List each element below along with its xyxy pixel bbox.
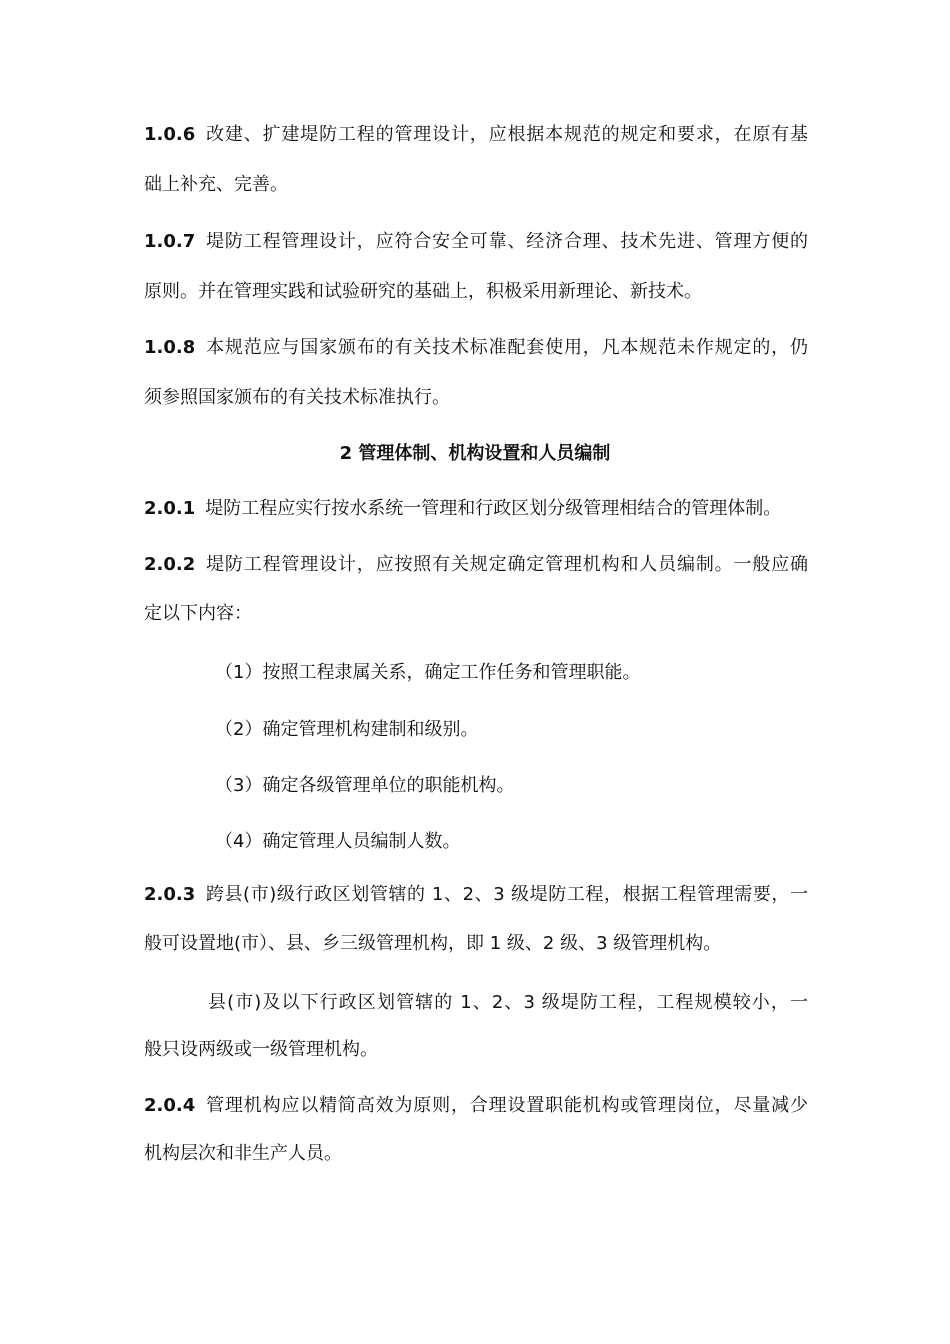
clause-2-0-2-line-2: 定以下内容： (144, 603, 252, 624)
clause-number: 1.0.7 (144, 231, 196, 252)
clause-2-0-3-para-2-line-2: 般只设两级或一级管理机构。 (144, 1039, 378, 1060)
section-heading: 2 管理体制、机构设置和人员编制 (339, 443, 611, 464)
clause-text: 堤防工程管理设计，应按照有关规定确定管理机构和人员编制。一般应确 (205, 554, 808, 575)
clause-1-0-8-line-1 (144, 335, 808, 361)
clause-number: 2.0.2 (144, 554, 196, 575)
clause-2-0-2-line-1 (144, 552, 808, 578)
clause-text: 堤防工程应实行按水系统一管理和行政区划分级管理相结合的管理体制。 (205, 498, 782, 519)
clause-text: 跨县(市)级行政区划管辖的 1、2、3 级堤防工程，根据工程管理需要，一 (205, 884, 808, 905)
clause-number: 1.0.6 (144, 124, 196, 145)
clause-2-0-3-line-2: 般可设置地(市）、县、乡三级管理机构，即 1 级、2 级、3 级管理机构。 (144, 933, 722, 954)
clause-number: 2.0.4 (144, 1095, 196, 1116)
clause-number: 1.0.8 (144, 337, 196, 358)
clause-text: 管理机构应以精简高效为原则，合理设置职能机构或管理岗位，尽量减少 (205, 1095, 808, 1116)
list-item: （1）按照工程隶属关系，确定工作任务和管理职能。 (215, 662, 641, 683)
clause-1-0-7-line-1 (144, 229, 808, 255)
clause-number: 2.0.1 (144, 498, 196, 519)
clause-1-0-7-line-2: 原则。并在管理实践和试验研究的基础上，积极采用新理论、新技术。 (144, 281, 702, 302)
list-item: （3）确定各级管理单位的职能机构。 (215, 775, 515, 796)
clause-text: 堤防工程管理设计，应符合安全可靠、经济合理、技术先进、管理方便的 (205, 231, 808, 252)
clause-number: 2.0.3 (144, 884, 196, 905)
clause-1-0-6-line-1 (144, 122, 808, 148)
clause-text: 改建、扩建堤防工程的管理设计，应根据本规范的规定和要求，在原有基 (205, 124, 808, 145)
clause-1-0-8-line-2: 须参照国家颁布的有关技术标准执行。 (144, 387, 450, 408)
clause-1-0-6-line-2: 础上补充、完善。 (144, 174, 288, 195)
clause-2-0-4-line-2: 机构层次和非生产人员。 (144, 1143, 342, 1164)
clause-2-0-4-line-1 (144, 1093, 808, 1119)
clause-2-0-1-line-1 (144, 496, 808, 522)
clause-text: 本规范应与国家颁布的有关技术标准配套使用，凡本规范未作规定的，仍 (205, 337, 808, 358)
clause-2-0-3-para-2-line-1: 县(市)及以下行政区划管辖的 1、2、3 级堤防工程，工程规模较小，一 (208, 992, 808, 1013)
clause-2-0-3-line-1 (144, 882, 808, 908)
list-item: （4）确定管理人员编制人数。 (215, 831, 461, 852)
list-item: （2）确定管理机构建制和级别。 (215, 719, 479, 740)
